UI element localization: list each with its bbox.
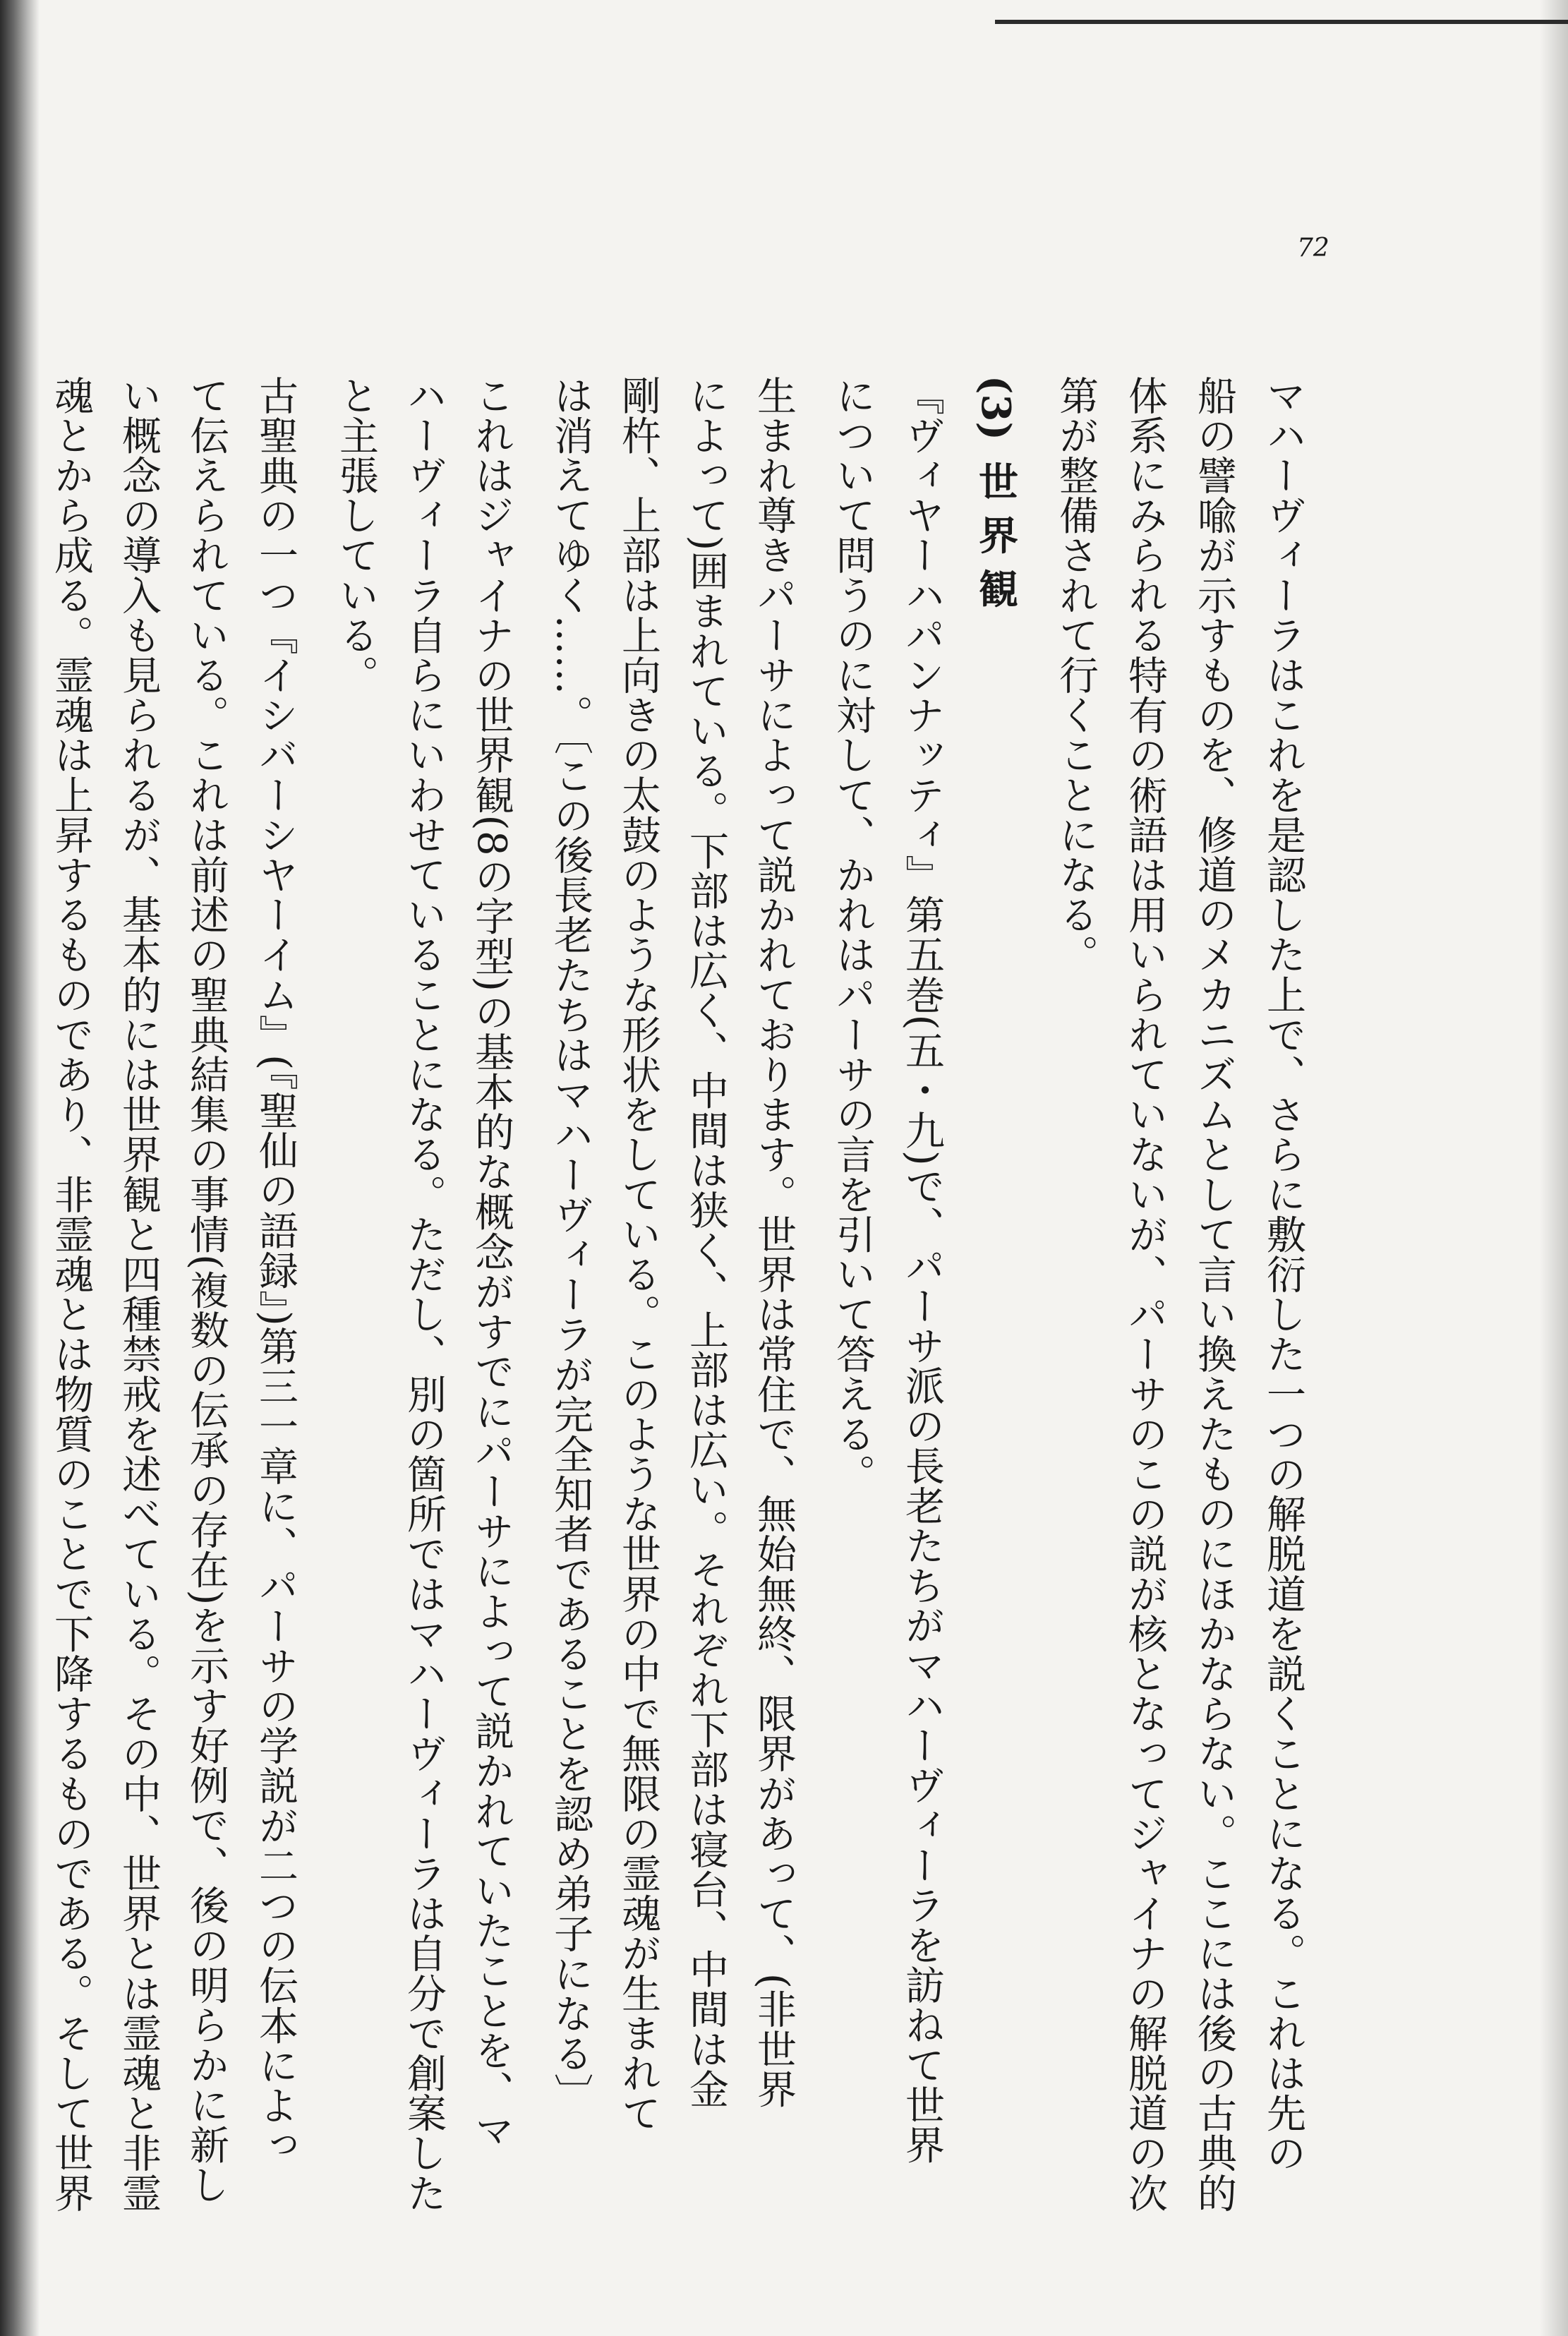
text-column: 体系にみられる特有の術語は用いられていないが、パーサのこの説が核となってジャイナの解脱道の次 [1122,375,1168,2213]
text-column: と主張している。 [333,375,379,695]
text-column: について問うのに対して、かれはパーサの言を引いて答える。 [830,375,876,1494]
text-column: い概念の導入も見られるが、基本的には世界観と四種禁戒を述べている。その中、世界とは霊魂と非霊 [116,375,162,2213]
page-edge-shadow [1540,0,1568,2336]
section-heading-number: (3) [972,375,1019,440]
text-column: 魂とから成る。霊魂は上昇するものであり、非霊魂とは物質のことで下降するものである。そして世界 [48,375,94,2213]
text-column: 古聖典の一つ『イシバーシヤーイム』(『聖仙の語録』)第三一章に、パーサの学説が二つの伝本によっ [253,375,298,2165]
text-column: によって)囲まれている。下部は広く、中間は狭く、上部は広い。それぞれ下部は寝台、中間は金 [683,375,729,2109]
section-heading-title: 世界観 [972,461,1019,622]
text-column: 船の譬喩が示すものを、修道のメカニズムとして言い換えたものにほかならない。ここには後の古典的 [1191,375,1237,2213]
text-column: ハーヴィーラ自らにいわせていることになる。ただし、別の箇所ではマハーヴィーラは自分で創案した [401,375,447,2213]
text-column: 『ヴィヤーハパンナッティ』第五巻(五・九)で、パーサ派の長老たちがマハーヴィーラを訪ねて世界 [899,375,945,2165]
text-column: 剛杵、上部は上向きの太鼓のような形状をしている。このような世界の中で無限の霊魂が生まれて [615,375,661,2133]
section-heading [962,375,1030,622]
book-spine-shadow [0,0,40,2336]
text-column: これはジャイナの世界観(8の字型)の基本的な概念がすでにパーサによって説かれていたことを、マ [469,375,514,2150]
text-column: 生まれ尊きパーサによって説かれております。世界は常住で、無始無終、限界があって、(非世界 [751,375,797,2109]
text-column: マハーヴィーラはこれを是認した上で、さらに敷衍した一つの解脱道を説くことになる。これは先の [1260,375,1306,2173]
text-column: て伝えられている。これは前述の聖典結集の事情(複数の伝承の存在)を示す好例で、後の明らかに新し [183,375,229,2205]
header-rule [995,20,1568,24]
text-column: 第が整備されて行くことになる。 [1053,375,1099,975]
text-column: は消えてゆく……。〔この後長老たちはマハーヴィーラが完全知者であることを認め弟子になる〕 [548,375,593,2114]
page-number: 72 [1297,234,1329,263]
